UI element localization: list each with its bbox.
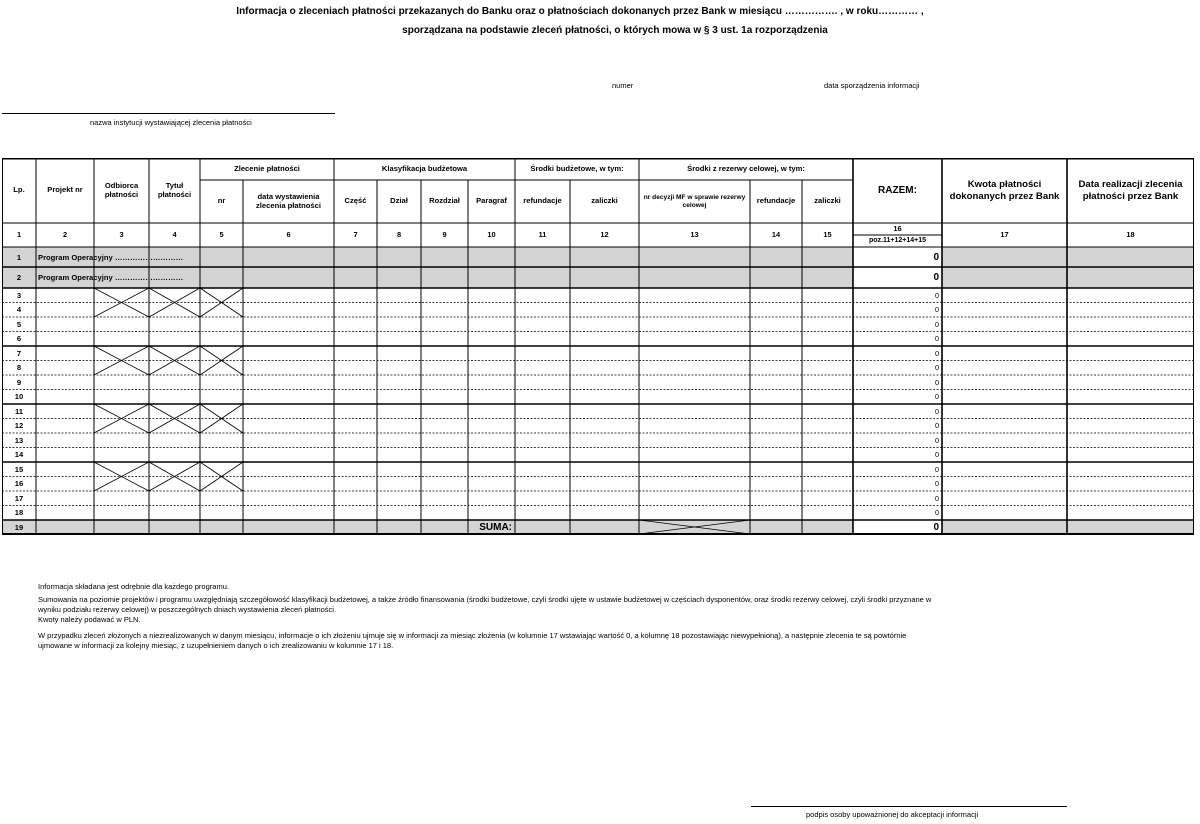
row-number: 11 <box>14 406 24 416</box>
row-number: 19 <box>14 522 24 532</box>
notes-block <box>38 582 938 651</box>
razem-value: 0 <box>933 251 939 263</box>
razem-value: 0 <box>935 305 939 315</box>
razem-value: 0 <box>935 450 939 460</box>
razem-value: 0 <box>933 272 939 283</box>
razem-value: 0 <box>935 421 939 431</box>
note-1: Informacja składana jest odrębnie dla każdego programu. <box>38 582 229 591</box>
column-number: 2 <box>62 229 68 239</box>
header-rozdzial: Rozdział <box>429 196 460 206</box>
program-label-row2: Program Operacyjny ……………………… <box>38 273 184 282</box>
column-number: 12 <box>600 229 609 239</box>
note-2: Sumowania na poziomie projektów i programu uwzględniają szczegółowość klasyfikacji budżetowej, a także źródło finansowania (środki budżetowe, czyli środki ujęte w ustawie budżetowej w częściach dysponentów, oraz środki rezerwy celowej, czyli środki przyznane w wyniku podziału rezerwy celowej) w poszczególnych dniach wystawienia zleceń płatności. <box>38 595 932 614</box>
row-number: 12 <box>14 421 24 431</box>
header-czesc: Część <box>344 196 367 206</box>
header-zaliczki-rezerwa: zaliczki <box>814 196 841 206</box>
header-paragraf: Paragraf <box>476 196 507 206</box>
razem-value: 0 <box>935 493 939 503</box>
header-lp: Lp. <box>13 185 25 195</box>
col16-formula: poz.11+12+14+15 <box>868 236 927 244</box>
header-data-realizacji: Data realizacji zlecenia płatności przez Bank <box>1078 179 1183 202</box>
header-razem: RAZEM: <box>878 184 917 196</box>
column-number: 3 <box>119 229 124 239</box>
header-kwota: Kwota płatności dokonanych przez Bank <box>949 179 1060 202</box>
form-title-line2: sporządzana na podstawie zleceń płatności, o których mowa w § 3 ust. 1a rozporządzenia <box>402 25 828 36</box>
institution-label: nazwa instytucji wystawiającej zlecenia płatności <box>90 118 252 127</box>
column-number: 11 <box>538 229 547 239</box>
row-number: 5 <box>16 319 22 329</box>
column-number: 16 <box>893 223 902 233</box>
column-number: 15 <box>823 229 832 239</box>
row-number: 1 <box>16 252 22 262</box>
signature-line <box>751 806 1067 807</box>
header-refundacje: refundacje <box>523 196 562 206</box>
program-label-row1: Program Operacyjny ……………………… <box>38 252 184 262</box>
razem-value: 0 <box>935 363 939 373</box>
razem-value: 0 <box>935 464 939 474</box>
signature-label: podpis osoby upoważnionej do akceptacji informacji <box>806 810 979 819</box>
razem-value: 0 <box>935 392 939 402</box>
razem-value: 0 <box>935 290 939 300</box>
column-number: 9 <box>442 229 447 239</box>
header-dzial: Dział <box>390 196 408 206</box>
institution-line <box>2 113 335 114</box>
column-number: 4 <box>172 229 177 239</box>
razem-value: 0 <box>933 521 939 533</box>
column-number: 5 <box>219 229 224 239</box>
header-zlecenie-data: data wystawienia zlecenia płatności <box>256 191 321 210</box>
row-fill-suma <box>2 520 1194 534</box>
row-number: 13 <box>14 435 24 445</box>
row-number: 9 <box>16 377 22 387</box>
column-number: 8 <box>396 229 402 239</box>
form-title-line1: Informacja o zleceniach płatności przekazanych do Banku oraz o płatnościach dokonanych przez Bank w miesiącu ……………. , w roku………… , <box>236 6 924 17</box>
payment-table <box>2 158 1194 535</box>
row-number: 6 <box>16 334 22 344</box>
row-number: 16 <box>14 479 24 489</box>
column-number: 6 <box>286 229 291 239</box>
date-label: data sporządzenia informacji <box>824 81 920 90</box>
column-number: 1 <box>16 229 22 239</box>
note-4: W przypadku zleceń złożonych a niezrealizowanych w danym miesiącu, informacje o ich złożeniu ujmuje się w informacji za miesiąc złożenia (w kolumnie 17 wstawiając wartość 0, a kolumnę 18 pozostawiając niewypełnioną), a następnie zlecenia te są powtórnie ujmowane w informacji za kolejny miesiąc, z uzupełnieniem danych o ich zrealizowaniu w kolumnie 17 i 18. <box>38 631 907 650</box>
header-tytul: Tytuł płatności <box>157 180 192 199</box>
razem-value: 0 <box>935 319 939 329</box>
razem-value: 0 <box>935 479 939 489</box>
column-number: 13 <box>690 229 699 239</box>
column-number: 14 <box>771 229 781 239</box>
header-decyzja: nr decyzji MF w sprawie rezerwy celowej <box>643 193 746 209</box>
razem-value: 0 <box>935 334 939 344</box>
row-number: 4 <box>16 305 22 315</box>
row-number: 17 <box>14 493 24 503</box>
header-rezerwa-group: Środki z rezerwy celowej, w tym: <box>687 163 805 173</box>
numer-label: numer <box>612 81 634 90</box>
column-number: 17 <box>1000 229 1009 239</box>
row-number: 3 <box>16 290 22 300</box>
row-number: 10 <box>14 392 24 402</box>
header-klasyfikacja-group: Klasyfikacja budżetowa <box>381 163 468 173</box>
header-projekt: Projekt nr <box>47 185 83 195</box>
row-number: 18 <box>14 508 24 518</box>
razem-value: 0 <box>935 377 939 387</box>
row-number: 8 <box>16 363 22 373</box>
razem-value: 0 <box>935 508 939 518</box>
row-fill-rest <box>243 267 1194 288</box>
header-zlecenie-group: Zlecenie płatności <box>234 163 300 173</box>
header-zlecenie-nr: nr <box>217 196 226 206</box>
column-number: 10 <box>487 229 496 239</box>
column-number: 18 <box>1126 229 1135 239</box>
row-number: 14 <box>14 450 24 460</box>
razem-value: 0 <box>935 435 939 445</box>
row-number: 15 <box>14 464 24 474</box>
header-refundacje-rezerwa: refundacje <box>756 196 796 206</box>
header-srodki-group: Środki budżetowe, w tym: <box>530 163 624 173</box>
note-3: Kwoty należy podawać w PLN. <box>38 615 141 624</box>
header-odbiorca: Odbiorca płatności <box>104 180 139 199</box>
row-number: 7 <box>16 348 22 358</box>
header-zaliczki: zaliczki <box>591 196 618 206</box>
razem-value: 0 <box>935 406 939 416</box>
row-fill-rest <box>243 247 1194 267</box>
suma-label: SUMA: <box>479 521 512 533</box>
column-number: 7 <box>353 229 358 239</box>
row-number: 2 <box>16 273 22 282</box>
razem-value: 0 <box>935 348 939 358</box>
